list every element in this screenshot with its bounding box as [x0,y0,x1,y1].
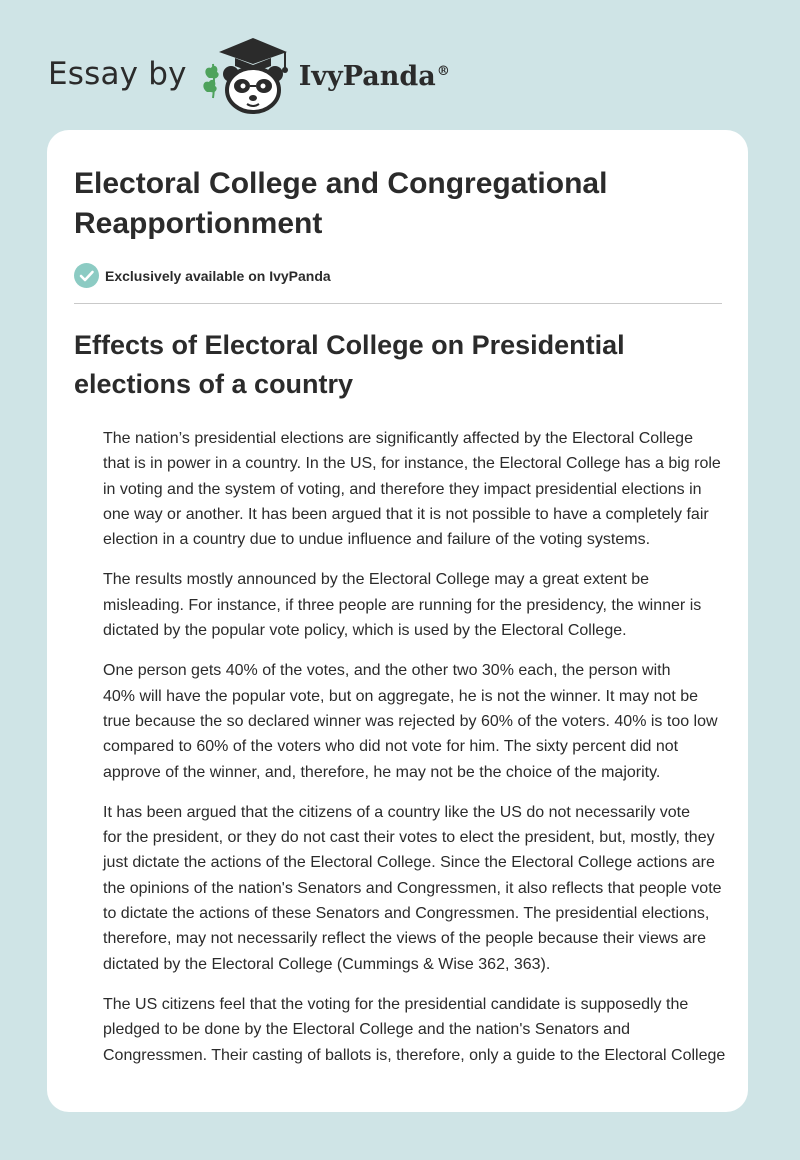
registered-mark: ® [436,63,450,79]
paragraph [74,658,724,784]
divider [74,303,722,304]
paragraph-line: election in a country due to undue influence and failure of the voting systems. [103,531,651,549]
paragraph-line: for the president, or they do not cast their votes to elect the president, but, mostly, they [103,829,715,847]
paragraph-line: 40% will have the popular vote, but on aggregate, he is not the winner. It may not be [103,687,699,705]
paragraph [74,567,724,643]
brand-name-text: IvyPanda [298,60,436,92]
article-body [74,426,724,1083]
paragraph-line: The nation’s presidential elections are significantly affected by the Electoral College [103,430,693,447]
paragraph-line: It has been argued that the citizens of a country like the US do not necessarily vote [103,803,691,821]
paragraph-line: that is in power in a country. In the US, for instance, the Electoral College has a big role [103,455,721,473]
article-card [47,130,748,1112]
paragraph-line: in voting and the system of voting, and therefore they impact presidential elections in [103,480,702,498]
brand-name [299,61,450,92]
check-circle-icon [74,263,99,288]
ivy-leaf-icon [203,64,218,98]
paragraph-line: the opinions of the nation's Senators and Congressmen, it also reflects that people vote [103,879,722,897]
article-title: Electoral College and Congregational Reapportionment [74,167,608,240]
paragraph-line: Congressmen. Their casting of ballots is, therefore, only a guide to the Electoral College [103,1046,726,1064]
paragraph-line: The results mostly announced by the Electoral College may a great extent be [103,571,650,589]
brand-header[interactable] [48,34,450,114]
paragraph-line: compared to 60% of the voters who did not vote for him. The sixty percent did not [103,738,679,756]
brand-prefix: Essay by [48,56,187,92]
exclusive-badge [74,263,331,288]
paragraph-line: approve of the winner, and, therefore, he may not be the choice of the majority. [103,763,661,781]
panda-logo-icon [201,34,293,114]
panda-face-icon [223,66,283,112]
paragraph-line: dictated by the popular vote policy, which is used by the Electoral College. [103,622,627,640]
paragraph-line: dictated by the Electoral College (Cummings & Wise 362, 363). [103,955,551,973]
paragraph-line: misleading. For instance, if three people are running for the presidency, the winner is [103,596,702,614]
paragraph-line: just dictate the actions of the Electoral College. Since the Electoral College actions are [103,854,715,872]
paragraph-line: one way or another. It has been argued that it is not possible to have a completely fair [103,505,709,523]
paragraph-line: therefore, may not necessarily reflect the views of the people because their views are [103,930,706,948]
paragraph [74,426,724,552]
paragraph-line: true because the so declared winner was rejected by 60% of the voters. 40% is too low [103,712,718,730]
paragraph-line: One person gets 40% of the votes, and the other two 30% each, the person with [103,662,671,680]
paragraph-line: The US citizens feel that the voting for the presidential candidate is supposedly the [103,995,689,1013]
exclusive-badge-text: Exclusively available on IvyPanda [105,267,331,284]
paragraph-line: to dictate the actions of these Senators and Congressmen. The presidential elections, [103,905,710,923]
paragraph-line: pledged to be done by the Electoral College and the nation's Senators and [103,1021,630,1039]
section-heading: Effects of Electoral College on Presidential elections of a country [74,330,625,399]
paragraph [74,800,724,977]
paragraph [74,992,724,1068]
